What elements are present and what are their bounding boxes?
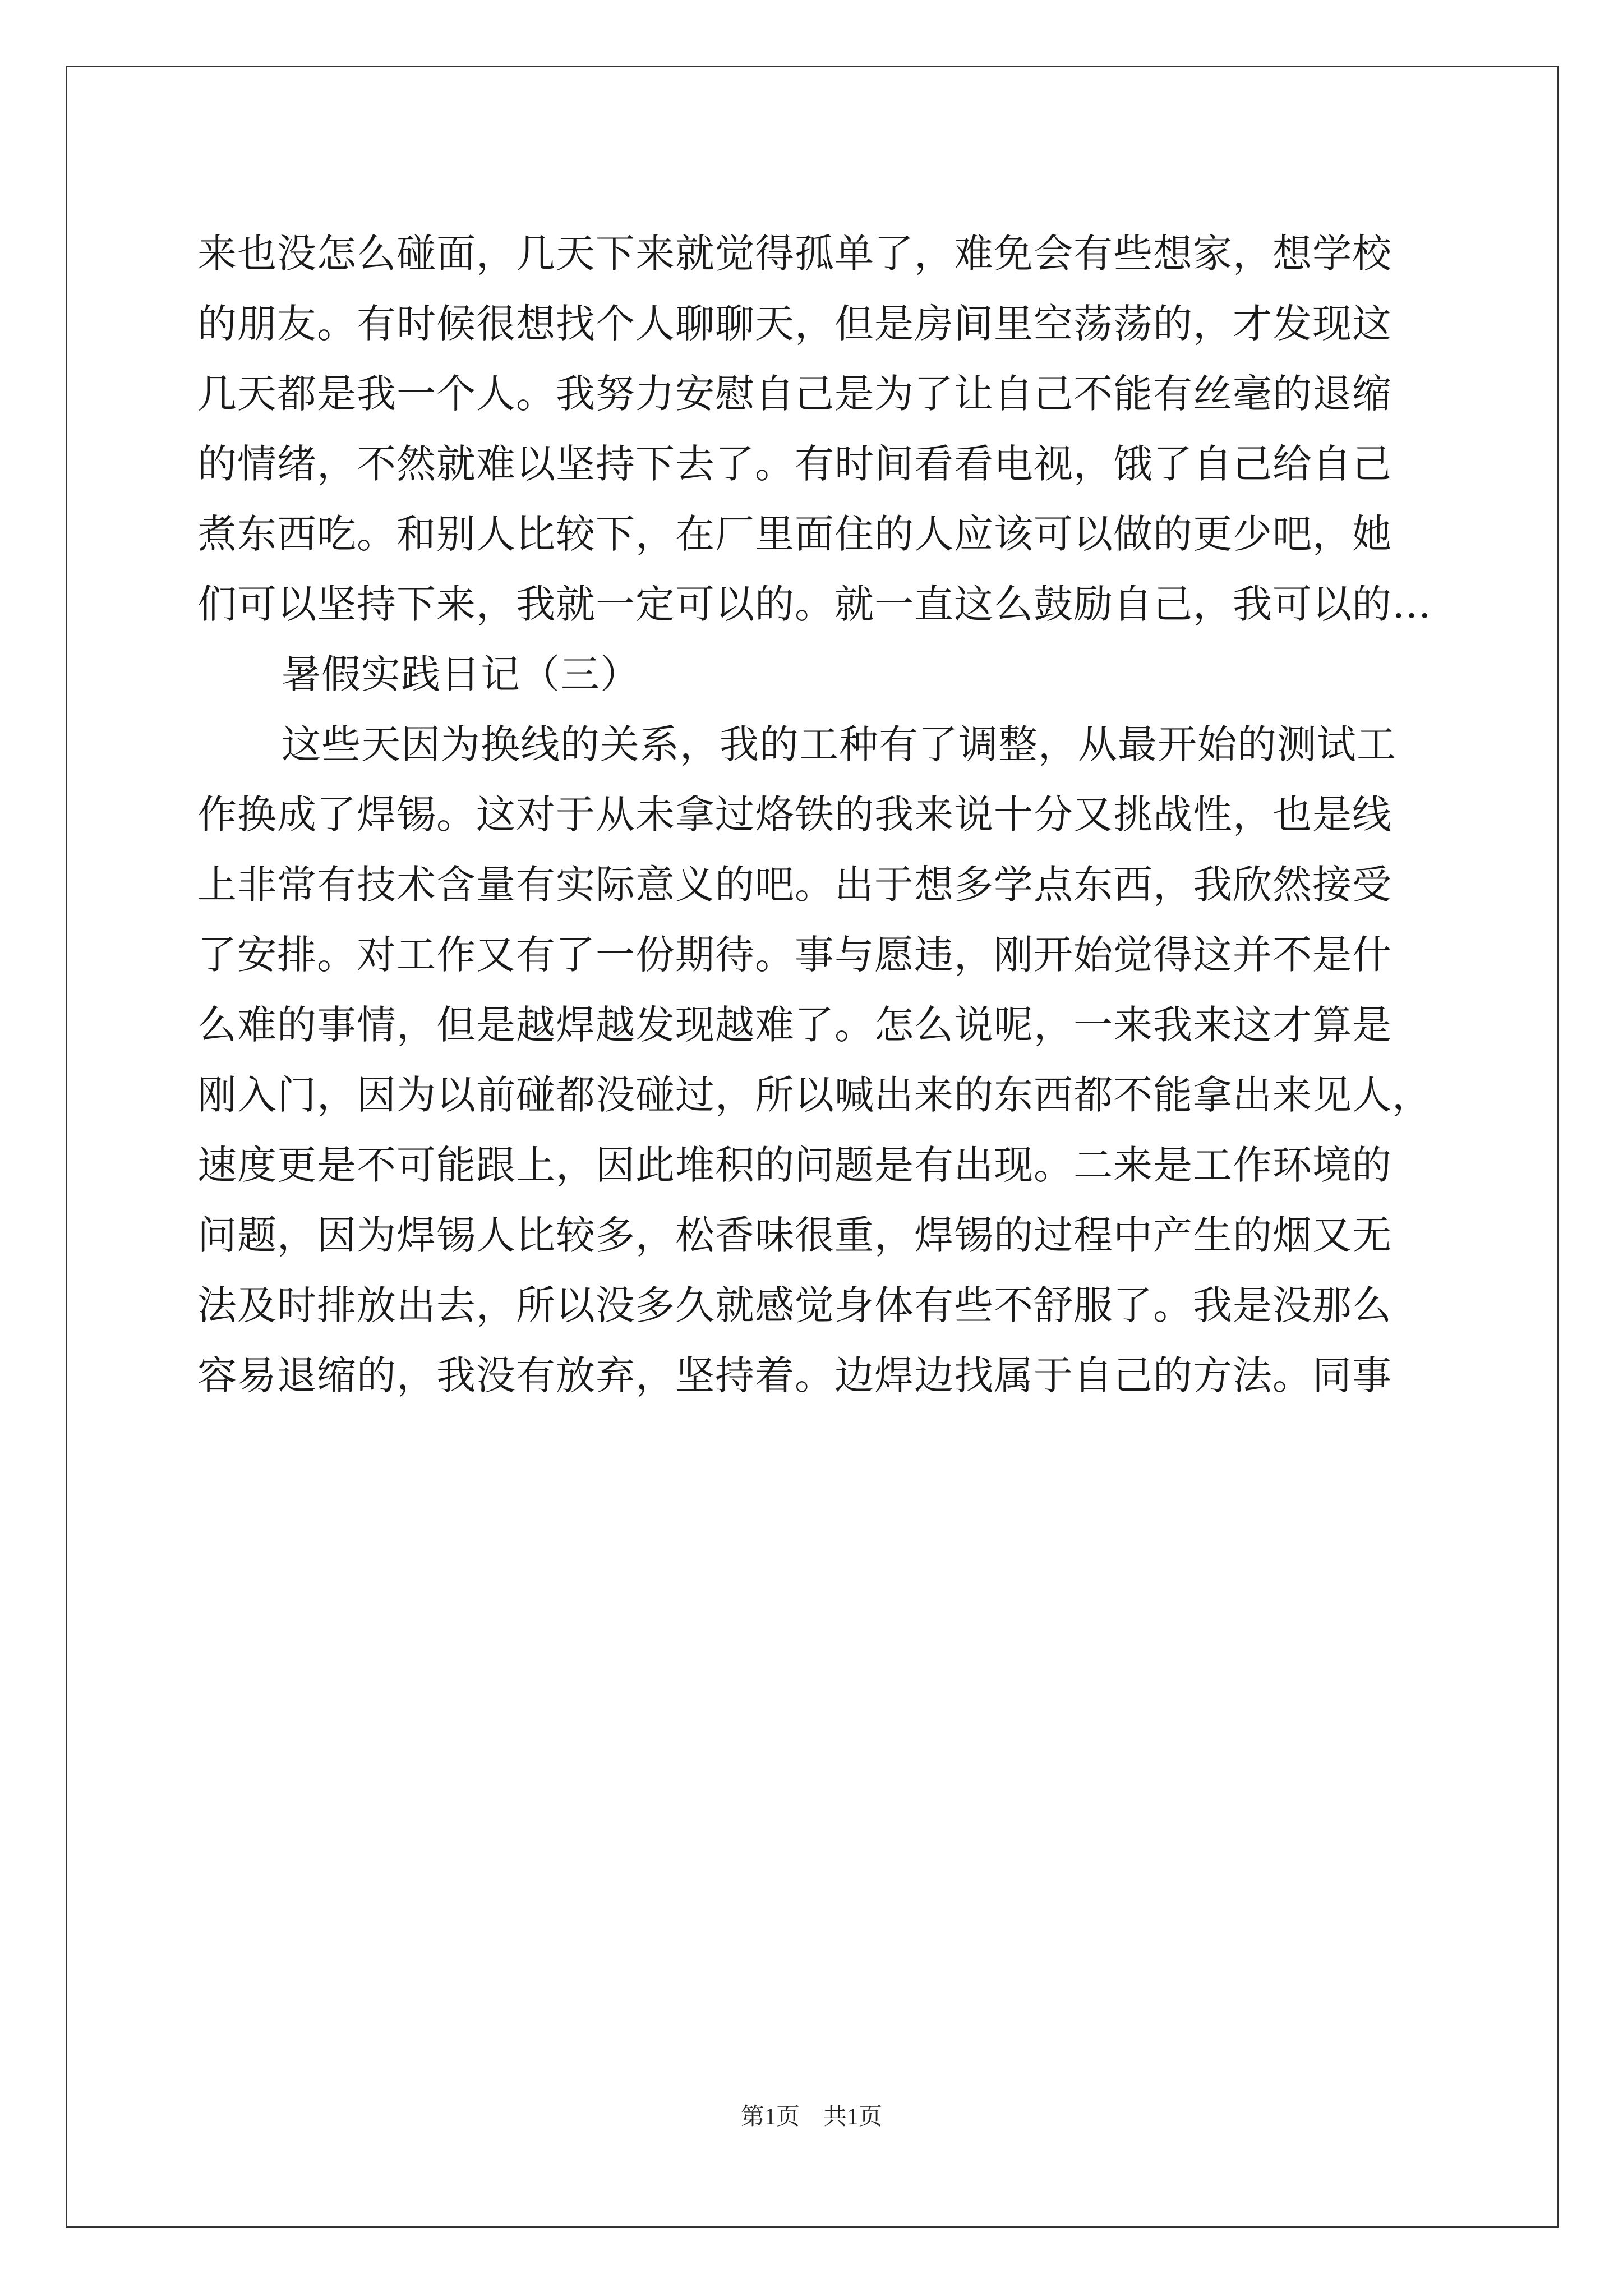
page-footer: 第1页 共1页 (740, 2104, 882, 2130)
text-line: 的情绪，不然就难以坚持下去了。有时间看看电视，饿了自己给自己 (197, 441, 1392, 487)
section-heading: 暑假实践日记（三） (282, 651, 640, 697)
text-line: 法及时排放出去，所以没多久就感觉身体有些不舒服了。我是没那么 (197, 1282, 1392, 1328)
text-line: 作换成了焊锡。这对于从未拿过烙铁的我来说十分又挑战性，也是线 (197, 792, 1392, 838)
text-line: 速度更是不可能跟上，因此堆积的问题是有出现。二来是工作环境的 (197, 1142, 1392, 1188)
document-body (197, 219, 1487, 1411)
text-line: 这些天因为换线的关系，我的工种有了调整，从最开始的测试工 (282, 721, 1396, 767)
text-line: 几天都是我一个人。我努力安慰自己是为了让自己不能有丝毫的退缩 (197, 371, 1392, 417)
text-line: 的朋友。有时候很想找个人聊聊天，但是房间里空荡荡的，才发现这 (197, 301, 1392, 347)
text-line: 了安排。对工作又有了一份期待。事与愿违，刚开始觉得这并不是什 (197, 932, 1392, 978)
text-line: 来也没怎么碰面，几天下来就觉得孤单了，难免会有些想家，想学校 (197, 231, 1392, 277)
text-line: 问题，因为焊锡人比较多，松香味很重，焊锡的过程中产生的烟又无 (197, 1212, 1392, 1258)
text-line: 么难的事情，但是越焊越发现越难了。怎么说呢，一来我来这才算是 (197, 1002, 1392, 1048)
text-line: 刚入门，因为以前碰都没碰过，所以喊出来的东西都不能拿出来见人， (197, 1072, 1432, 1118)
text-line: 煮东西吃。和别人比较下，在厂里面住的人应该可以做的更少吧，她 (197, 511, 1392, 557)
text-line: 上非常有技术含量有实际意义的吧。出于想多学点东西，我欣然接受 (197, 862, 1392, 908)
text-line: 容易退缩的，我没有放弃，坚持着。边焊边找属于自己的方法。同事 (197, 1352, 1392, 1398)
text-line: 们可以坚持下来，我就一定可以的。就一直这么鼓励自己，我可以的… (197, 581, 1432, 627)
